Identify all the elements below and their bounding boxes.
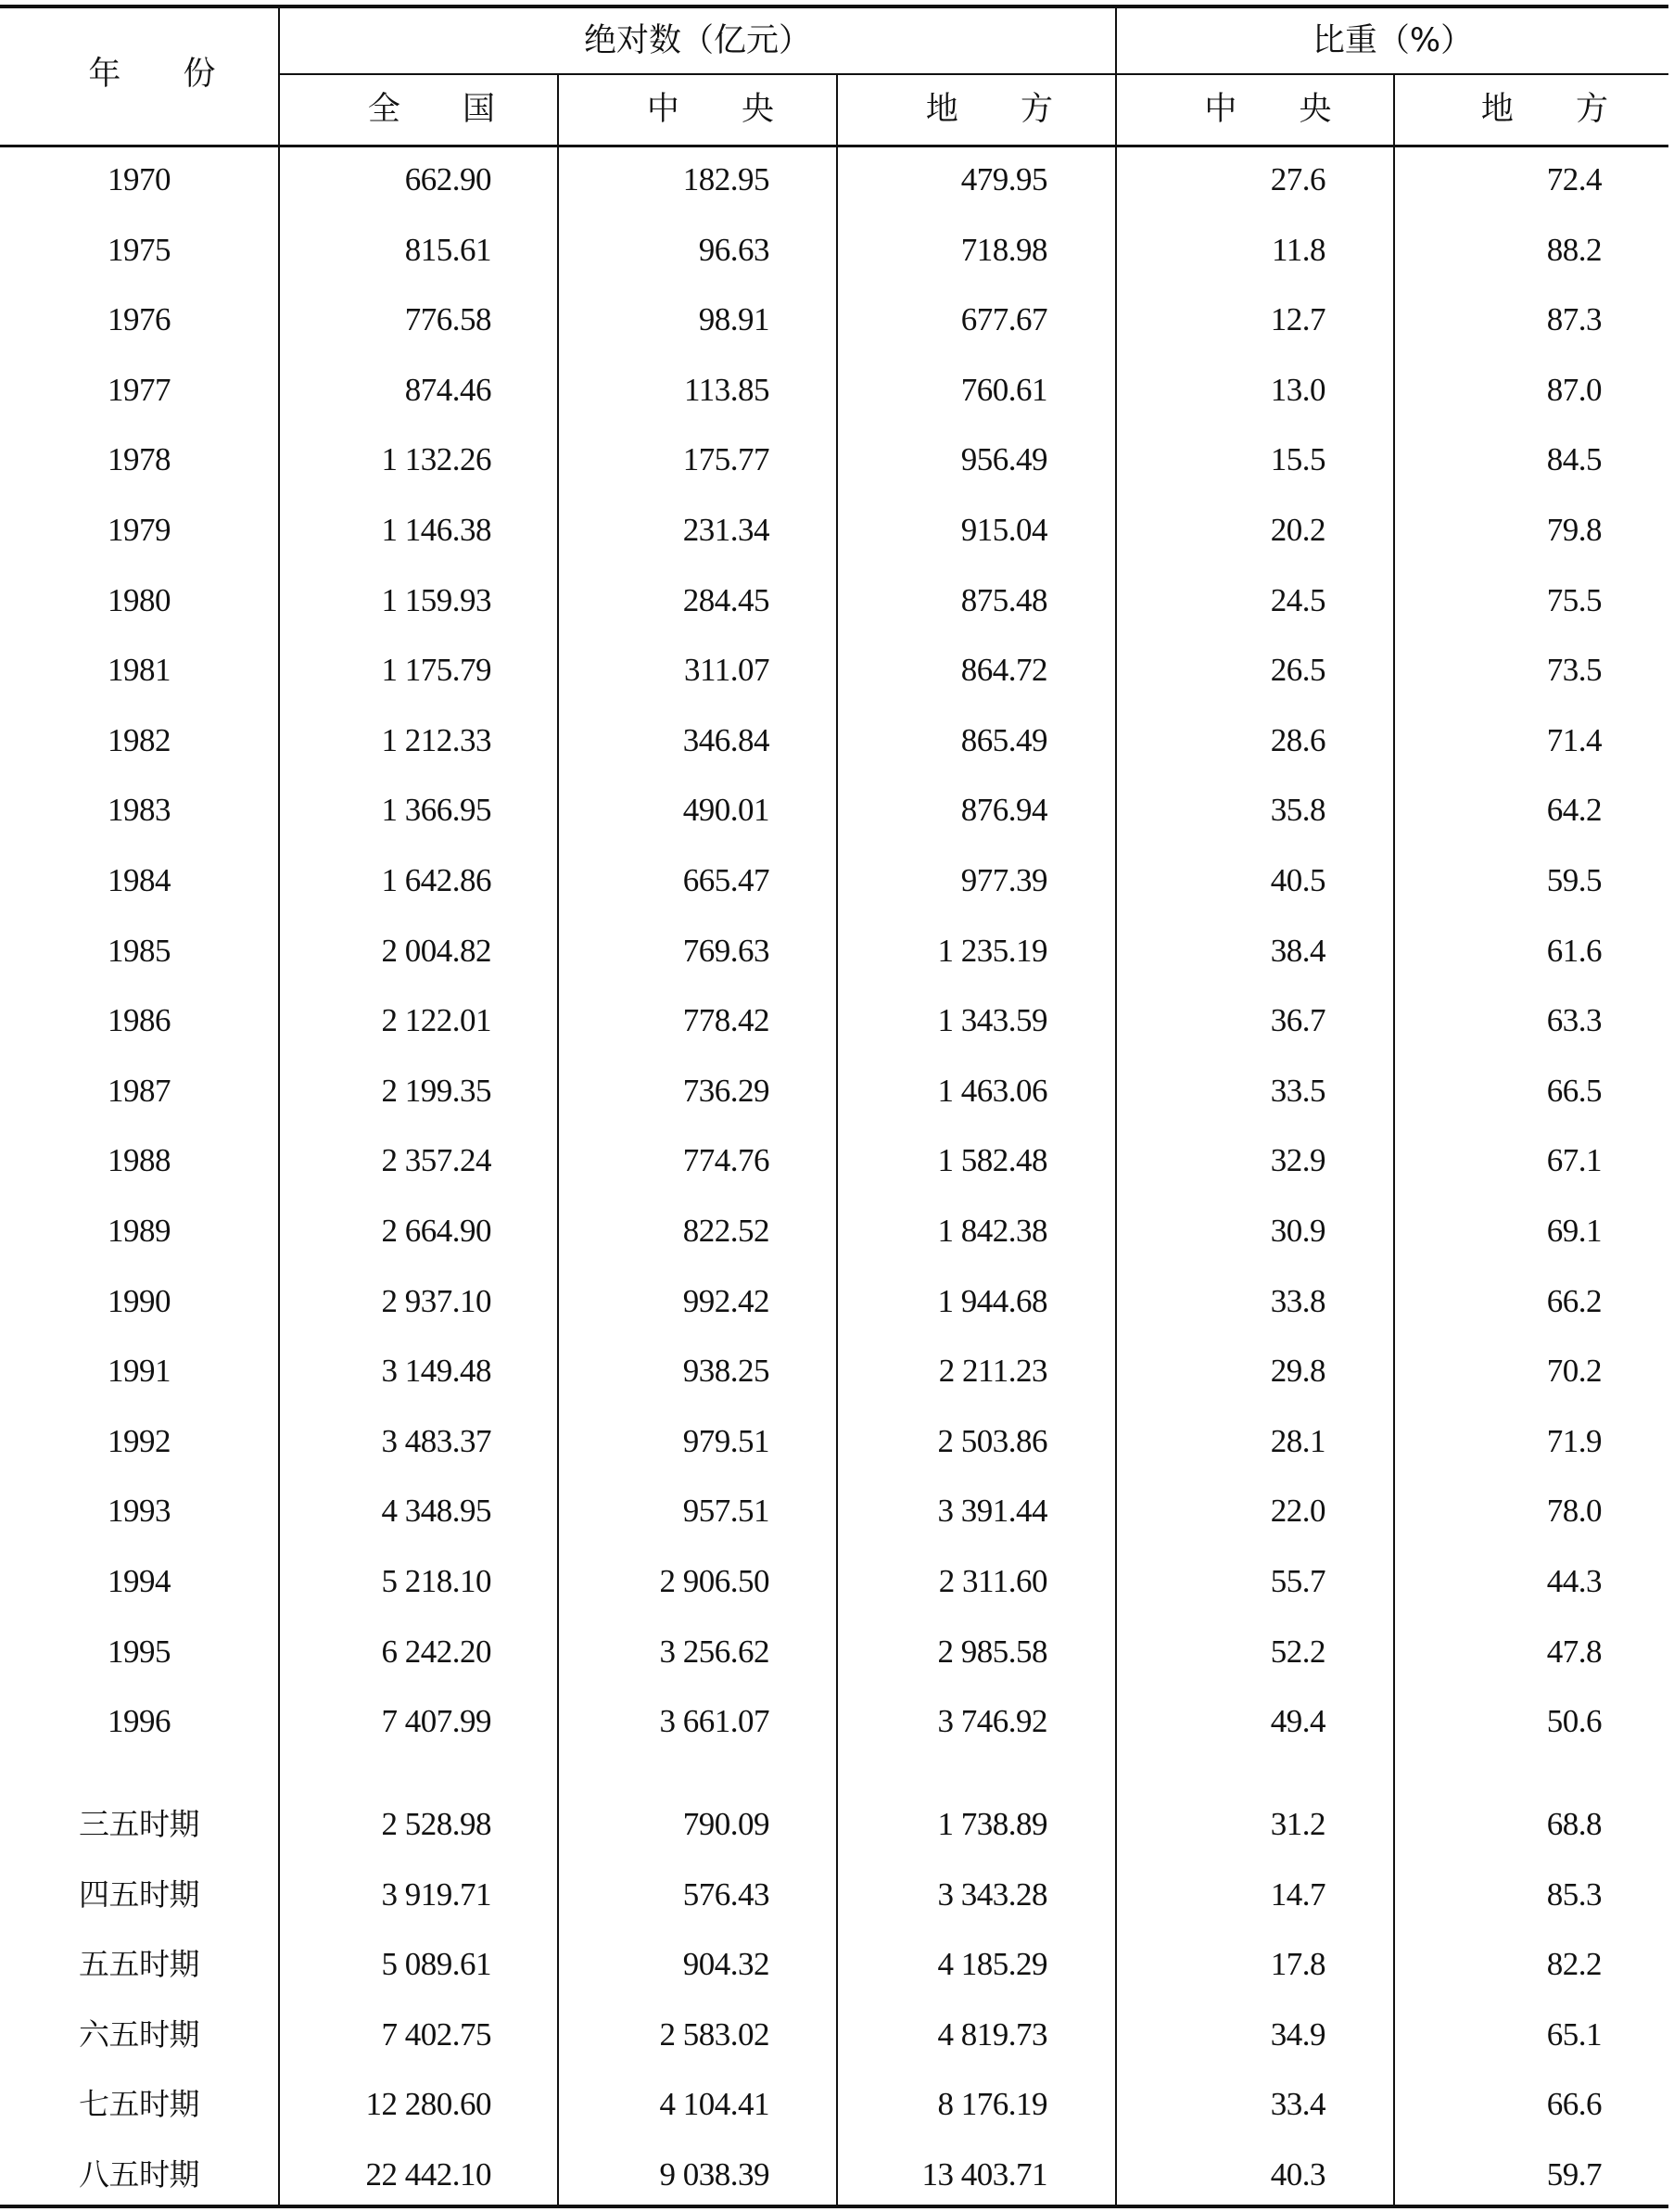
- cell-central-share: 38.4: [1270, 932, 1325, 969]
- cell-local-amount: 3 746.92: [937, 1703, 1047, 1740]
- cell-local-share: 78.0: [1546, 1493, 1602, 1530]
- cell-central-share: 22.0: [1270, 1493, 1325, 1530]
- cell-national: 7 407.99: [381, 1703, 491, 1740]
- year-label: 1990: [108, 1282, 171, 1319]
- cell-local-share: 63.3: [1546, 1002, 1602, 1039]
- cell-local-share: 66.6: [1546, 2086, 1602, 2123]
- cell-national: 1 212.33: [381, 721, 491, 758]
- cell-central-share: 12.7: [1270, 301, 1325, 338]
- cell-local-share: 67.1: [1546, 1142, 1602, 1179]
- cell-local-amount: 977.39: [960, 862, 1047, 898]
- cell-local-amount: 1 842.38: [937, 1213, 1047, 1249]
- period-label: 七五时期: [79, 2086, 199, 2123]
- header-central-share: 中 央: [1204, 91, 1358, 128]
- cell-central-share: 32.9: [1270, 1142, 1325, 1179]
- cell-local-amount: 2 503.86: [937, 1422, 1047, 1459]
- header-national: 全 国: [367, 91, 522, 128]
- cell-central-share: 24.5: [1270, 581, 1325, 618]
- cell-local-amount: 3 343.28: [937, 1875, 1047, 1913]
- cell-national: 815.61: [404, 231, 491, 268]
- cell-local-share: 84.5: [1546, 441, 1602, 478]
- cell-local-share: 59.5: [1546, 862, 1602, 898]
- year-label: 1986: [108, 1002, 171, 1039]
- cell-national: 4 348.95: [381, 1493, 491, 1530]
- cell-national: 12 280.60: [365, 2086, 491, 2123]
- year-label: 1975: [108, 231, 171, 268]
- cell-local-share: 73.5: [1546, 652, 1602, 689]
- cell-local-share: 72.4: [1546, 161, 1602, 197]
- cell-national: 1 366.95: [381, 792, 491, 829]
- cell-central-amount: 2 583.02: [659, 2015, 769, 2053]
- cell-local-amount: 2 311.60: [938, 1563, 1047, 1599]
- cell-national: 2 199.35: [381, 1072, 491, 1109]
- share-group-header: 比重（%）: [1312, 22, 1474, 59]
- cell-national: 2 664.90: [381, 1213, 491, 1249]
- cell-central-share: 33.5: [1270, 1072, 1325, 1109]
- cell-local-share: 64.2: [1546, 792, 1602, 829]
- cell-local-share: 47.8: [1546, 1633, 1602, 1670]
- year-label: 1981: [108, 652, 171, 689]
- year-label: 1983: [108, 792, 171, 829]
- header-central-amount: 中 央: [646, 91, 801, 128]
- cell-central-amount: 98.91: [698, 301, 769, 338]
- cell-central-amount: 957.51: [682, 1493, 769, 1530]
- header-local-amount: 地 方: [925, 91, 1080, 128]
- period-label: 六五时期: [79, 2015, 199, 2053]
- cell-local-share: 65.1: [1546, 2015, 1602, 2053]
- cell-local-amount: 876.94: [960, 792, 1047, 829]
- cell-national: 2 528.98: [381, 1806, 491, 1842]
- year-label: 1987: [108, 1072, 171, 1109]
- cell-national: 5 218.10: [381, 1563, 491, 1599]
- cell-national: 3 149.48: [381, 1353, 491, 1390]
- year-label: 1989: [108, 1213, 171, 1249]
- cell-central-amount: 665.47: [682, 862, 769, 898]
- year-label: 1988: [108, 1142, 171, 1179]
- cell-central-share: 17.8: [1270, 1946, 1325, 1983]
- cell-central-amount: 284.45: [682, 581, 769, 618]
- cell-central-amount: 2 906.50: [659, 1563, 769, 1599]
- year-label: 1993: [108, 1493, 171, 1530]
- cell-local-share: 68.8: [1546, 1806, 1602, 1842]
- cell-local-amount: 2 985.58: [937, 1633, 1047, 1670]
- cell-local-amount: 875.48: [960, 581, 1047, 618]
- cell-national: 776.58: [404, 301, 491, 338]
- year-label: 1985: [108, 932, 171, 969]
- cell-central-amount: 311.07: [684, 652, 769, 689]
- year-label: 1977: [108, 371, 171, 408]
- cell-local-share: 59.7: [1546, 2156, 1602, 2193]
- cell-central-amount: 778.42: [682, 1002, 769, 1039]
- cell-central-amount: 3 661.07: [659, 1703, 769, 1740]
- cell-national: 1 642.86: [381, 862, 491, 898]
- cell-central-share: 26.5: [1270, 652, 1325, 689]
- cell-local-share: 87.3: [1546, 301, 1602, 338]
- cell-local-amount: 915.04: [960, 512, 1047, 548]
- cell-central-share: 40.5: [1270, 862, 1325, 898]
- cell-local-share: 82.2: [1546, 1946, 1602, 1983]
- cell-central-share: 14.7: [1270, 1875, 1325, 1913]
- cell-central-amount: 904.32: [682, 1946, 769, 1983]
- cell-central-amount: 736.29: [682, 1072, 769, 1109]
- cell-local-share: 71.9: [1546, 1422, 1602, 1459]
- cell-central-amount: 790.09: [682, 1806, 769, 1842]
- cell-central-amount: 4 104.41: [659, 2086, 769, 2123]
- cell-local-amount: 1 343.59: [937, 1002, 1047, 1039]
- cell-national: 3 483.37: [381, 1422, 491, 1459]
- cell-local-amount: 956.49: [960, 441, 1047, 478]
- cell-national: 2 122.01: [381, 1002, 491, 1039]
- cell-national: 6 242.20: [381, 1633, 491, 1670]
- period-label: 三五时期: [79, 1806, 199, 1842]
- cell-local-amount: 1 463.06: [937, 1072, 1047, 1109]
- year-label: 1995: [108, 1633, 171, 1670]
- cell-local-amount: 760.61: [960, 371, 1047, 408]
- year-label: 1996: [108, 1703, 171, 1740]
- cell-local-amount: 3 391.44: [937, 1493, 1047, 1530]
- cell-national: 2 004.82: [381, 932, 491, 969]
- cell-local-amount: 677.67: [960, 301, 1047, 338]
- year-label: 1978: [108, 441, 171, 478]
- cell-central-amount: 175.77: [682, 441, 769, 478]
- cell-central-share: 29.8: [1270, 1353, 1325, 1390]
- cell-national: 874.46: [404, 371, 491, 408]
- cell-local-amount: 4 819.73: [937, 2015, 1047, 2053]
- cell-central-share: 33.4: [1270, 2086, 1325, 2123]
- cell-national: 2 937.10: [381, 1282, 491, 1319]
- cell-central-share: 33.8: [1270, 1282, 1325, 1319]
- cell-national: 3 919.71: [381, 1875, 491, 1913]
- cell-national: 1 146.38: [381, 512, 491, 548]
- cell-central-amount: 774.76: [682, 1142, 769, 1179]
- cell-central-share: 31.2: [1270, 1806, 1325, 1842]
- cell-central-amount: 231.34: [682, 512, 769, 548]
- cell-central-share: 27.6: [1270, 161, 1325, 197]
- cell-local-amount: 1 738.89: [937, 1806, 1047, 1842]
- header-local-share: 地 方: [1480, 91, 1635, 128]
- cell-central-share: 15.5: [1270, 441, 1325, 478]
- year-label: 1980: [108, 581, 171, 618]
- year-label: 1992: [108, 1422, 171, 1459]
- absolute-group-header: 绝对数（亿元）: [583, 22, 811, 59]
- year-header: 年 份: [88, 56, 242, 93]
- cell-local-share: 61.6: [1546, 932, 1602, 969]
- cell-central-share: 36.7: [1270, 1002, 1325, 1039]
- year-label: 1984: [108, 862, 171, 898]
- cell-national: 7 402.75: [381, 2015, 491, 2053]
- cell-central-share: 34.9: [1270, 2015, 1325, 2053]
- year-label: 1976: [108, 301, 171, 338]
- cell-national: 662.90: [404, 161, 491, 197]
- cell-local-share: 71.4: [1546, 721, 1602, 758]
- cell-central-amount: 822.52: [682, 1213, 769, 1249]
- cell-national: 1 159.93: [381, 581, 491, 618]
- cell-central-share: 28.1: [1270, 1422, 1325, 1459]
- cell-central-amount: 992.42: [682, 1282, 769, 1319]
- cell-central-share: 13.0: [1270, 371, 1325, 408]
- cell-central-share: 35.8: [1270, 792, 1325, 829]
- cell-national: 22 442.10: [365, 2156, 491, 2193]
- cell-local-amount: 8 176.19: [937, 2086, 1047, 2123]
- cell-central-amount: 938.25: [682, 1353, 769, 1390]
- year-label: 1982: [108, 721, 171, 758]
- cell-local-share: 66.2: [1546, 1282, 1602, 1319]
- cell-central-share: 28.6: [1270, 721, 1325, 758]
- cell-local-share: 44.3: [1546, 1563, 1602, 1599]
- year-label: 1979: [108, 512, 171, 548]
- cell-central-amount: 979.51: [682, 1422, 769, 1459]
- period-label: 八五时期: [79, 2156, 199, 2193]
- year-label: 1970: [108, 161, 171, 197]
- cell-central-share: 49.4: [1270, 1703, 1325, 1740]
- cell-central-amount: 3 256.62: [659, 1633, 769, 1670]
- cell-local-amount: 1 235.19: [937, 932, 1047, 969]
- cell-local-share: 88.2: [1546, 231, 1602, 268]
- cell-central-share: 30.9: [1270, 1213, 1325, 1249]
- cell-central-share: 55.7: [1270, 1563, 1325, 1599]
- cell-national: 2 357.24: [381, 1142, 491, 1179]
- cell-central-share: 20.2: [1270, 512, 1325, 548]
- cell-local-amount: 1 944.68: [937, 1282, 1047, 1319]
- cell-central-amount: 96.63: [698, 231, 769, 268]
- cell-local-share: 66.5: [1546, 1072, 1602, 1109]
- cell-central-amount: 490.01: [682, 792, 769, 829]
- cell-central-share: 11.8: [1272, 231, 1325, 268]
- cell-local-share: 87.0: [1546, 371, 1602, 408]
- cell-central-share: 52.2: [1270, 1633, 1325, 1670]
- cell-central-amount: 576.43: [682, 1875, 769, 1913]
- cell-local-share: 75.5: [1546, 581, 1602, 618]
- cell-central-amount: 113.85: [684, 371, 769, 408]
- cell-central-amount: 9 038.39: [659, 2156, 769, 2193]
- cell-local-amount: 865.49: [960, 721, 1047, 758]
- cell-local-amount: 479.95: [960, 161, 1047, 197]
- cell-central-amount: 346.84: [682, 721, 769, 758]
- cell-local-share: 69.1: [1546, 1213, 1602, 1249]
- cell-local-share: 79.8: [1546, 512, 1602, 548]
- cell-central-share: 40.3: [1270, 2156, 1325, 2193]
- cell-local-share: 70.2: [1546, 1353, 1602, 1390]
- year-label: 1991: [108, 1353, 171, 1390]
- period-label: 五五时期: [79, 1946, 199, 1983]
- year-label: 1994: [108, 1563, 171, 1599]
- cell-local-amount: 2 211.23: [938, 1353, 1047, 1390]
- cell-local-amount: 4 185.29: [937, 1946, 1047, 1983]
- cell-local-share: 50.6: [1546, 1703, 1602, 1740]
- cell-local-share: 85.3: [1546, 1875, 1602, 1913]
- cell-central-amount: 182.95: [682, 161, 769, 197]
- cell-local-amount: 718.98: [960, 231, 1047, 268]
- cell-local-amount: 864.72: [960, 652, 1047, 689]
- cell-central-amount: 769.63: [682, 932, 769, 969]
- cell-local-amount: 13 403.71: [921, 2156, 1047, 2193]
- cell-local-amount: 1 582.48: [937, 1142, 1047, 1179]
- cell-national: 1 175.79: [381, 652, 491, 689]
- period-label: 四五时期: [79, 1875, 199, 1913]
- cell-national: 1 132.26: [381, 441, 491, 478]
- cell-national: 5 089.61: [381, 1946, 491, 1983]
